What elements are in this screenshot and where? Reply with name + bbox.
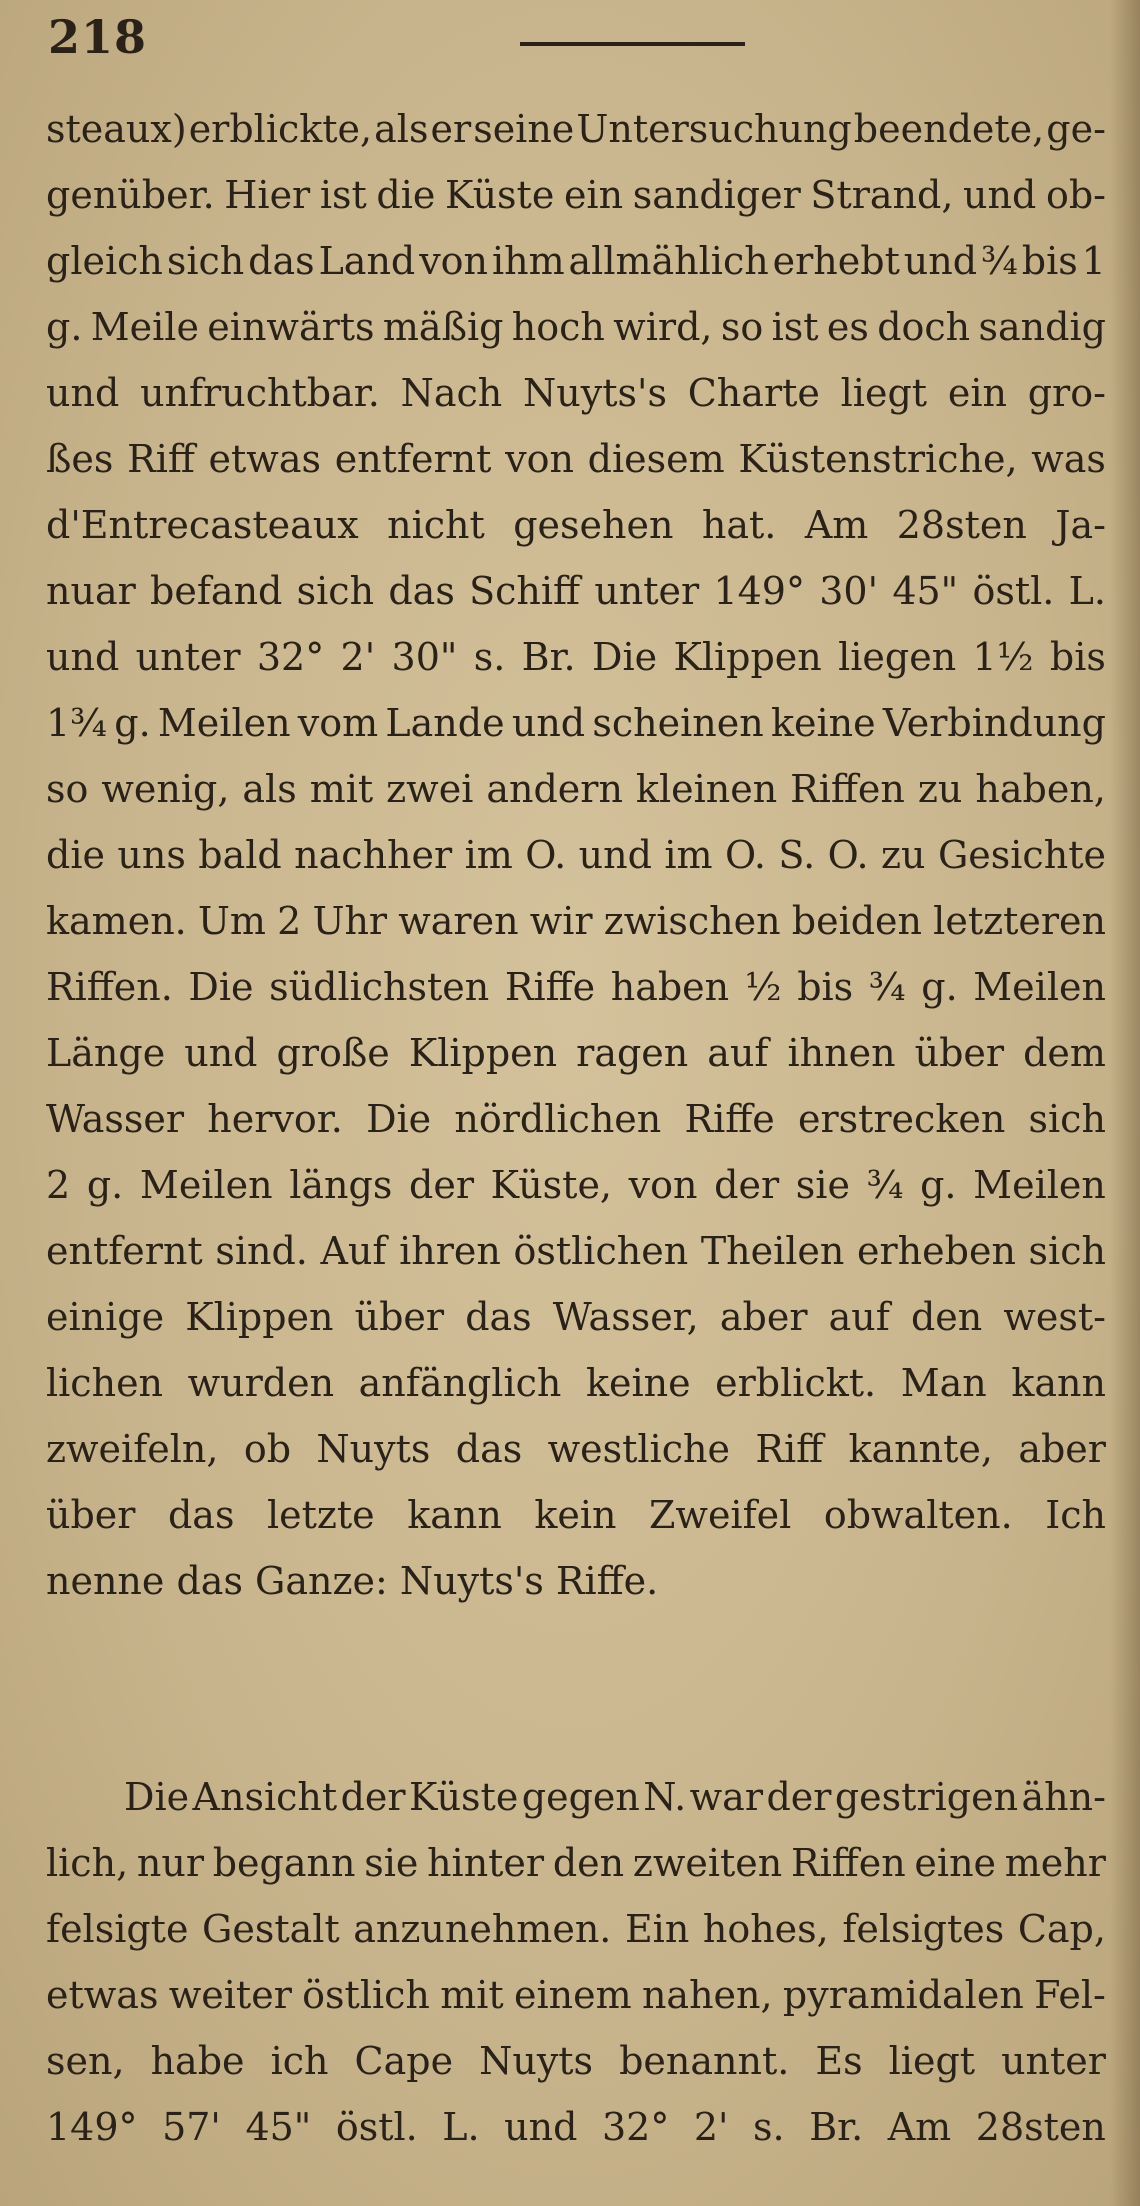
text-line: 2 g. Meilen längs der Küste, von der sie ¾ g. Meilen xyxy=(46,1163,1106,1207)
paragraph-gap xyxy=(46,1614,1106,1764)
text-line: und unfruchtbar. Nach Nuyts's Charte liegt ein gro- xyxy=(46,371,1106,415)
text-line: genüber. Hier ist die Küste ein sandiger Strand, und ob- xyxy=(46,173,1106,217)
text-line: über das letzte kann kein Zweifel obwalten. Ich xyxy=(46,1493,1106,1537)
text-line: kamen. Um 2 Uhr waren wir zwischen beiden letzteren xyxy=(46,899,1106,943)
text-line: Länge und große Klippen ragen auf ihnen über dem xyxy=(46,1031,1106,1075)
text-line: die uns bald nachher im O. und im O. S. O. zu Gesichte xyxy=(46,833,1106,877)
text-line: Die Ansicht der Küste gegen N. war der gestrigen ähn- xyxy=(124,1775,1106,1819)
text-line: sen, habe ich Cape Nuyts benannt. Es liegt unter xyxy=(46,2039,1106,2083)
text-line: g. Meile einwärts mäßig hoch wird, so ist es doch sandig xyxy=(46,305,1106,349)
text-line: gleich sich das Land von ihm allmählich erhebt und ¾ bis 1 xyxy=(46,239,1106,283)
text-line: und unter 32° 2' 30" s. Br. Die Klippen liegen 1½ bis xyxy=(46,635,1106,679)
text-line: entfernt sind. Auf ihren östlichen Theilen erheben sich xyxy=(46,1229,1106,1273)
header-rule xyxy=(520,42,745,46)
body-text xyxy=(46,96,1106,2160)
text-line: nenne das Ganze: Nuyts's Riffe. xyxy=(46,1559,659,1603)
text-line: Riffen. Die südlichsten Riffe haben ½ bis ¾ g. Meilen xyxy=(46,965,1106,1009)
page-header xyxy=(20,10,1120,64)
text-line: steaux) erblickte, als er seine Untersuchung beendete, ge- xyxy=(46,107,1106,151)
text-line: 149° 57' 45" östl. L. und 32° 2' s. Br. Am 28sten xyxy=(46,2105,1106,2149)
text-line: so wenig, als mit zwei andern kleinen Riffen zu haben, xyxy=(46,767,1106,811)
text-line: Wasser hervor. Die nördlichen Riffe erstrecken sich xyxy=(46,1097,1106,1141)
text-line: nuar befand sich das Schiff unter 149° 30' 45" östl. L. xyxy=(46,569,1106,613)
text-line: ßes Riff etwas entfernt von diesem Küstenstriche, was xyxy=(46,437,1106,481)
text-line: zweifeln, ob Nuyts das westliche Riff kannte, aber xyxy=(46,1427,1106,1471)
text-line: etwas weiter östlich mit einem nahen, pyramidalen Fel- xyxy=(46,1973,1106,2017)
text-line: lichen wurden anfänglich keine erblickt. Man kann xyxy=(46,1361,1106,1405)
text-line: lich, nur begann sie hinter den zweiten Riffen eine mehr xyxy=(46,1841,1106,1885)
text-line: felsigte Gestalt anzunehmen. Ein hohes, felsigtes Cap, xyxy=(46,1907,1106,1951)
text-line: 1¾ g. Meilen vom Lande und scheinen keine Verbindung xyxy=(46,701,1106,745)
text-line: einige Klippen über das Wasser, aber auf den west- xyxy=(46,1295,1106,1339)
text-line: d'Entrecasteaux nicht gesehen hat. Am 28sten Ja- xyxy=(46,503,1106,547)
page-edge-shadow xyxy=(1110,0,1140,2206)
page-number: 218 xyxy=(48,10,148,64)
